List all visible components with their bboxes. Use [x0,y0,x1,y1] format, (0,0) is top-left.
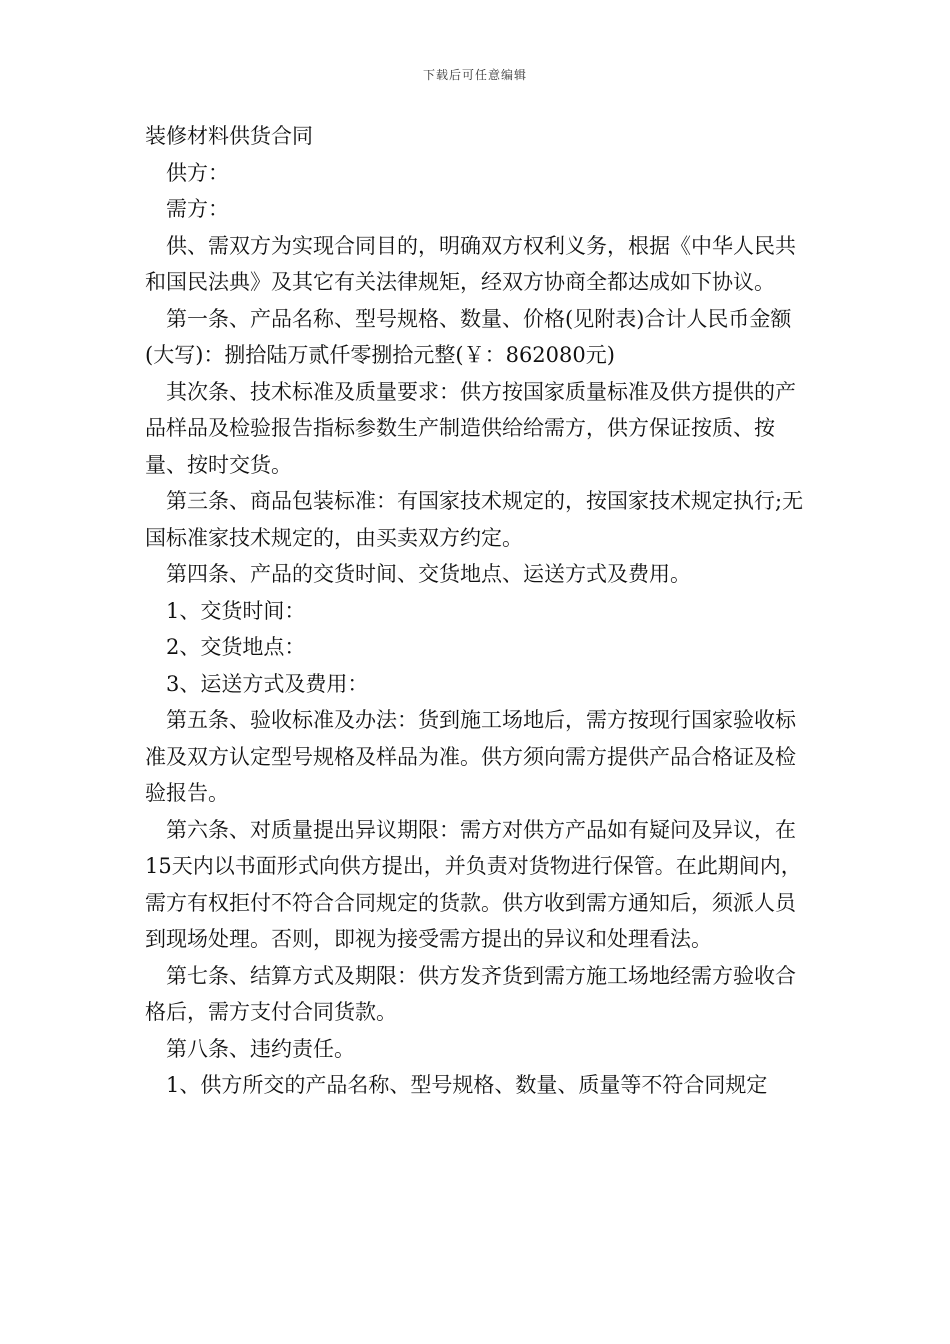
article-4-paragraph: 第四条、产品的交货时间、交货地点、运送方式及费用。 [166,562,691,586]
supplier-line: 供方： [166,160,229,185]
document-title: 装修材料供货合同 [145,124,313,148]
article-6-paragraph: 第六条、对质量提出异议期限：需方对供方产品如有疑问及异议，在15天内以书面形式向供方提出，并负责对货物进行保管。在此期间内，需方有权拒付不符合合同规定的货款。供方收到需方通知后，须派人员到现场处理。否则，即视为接受需方提出的异议和处理看法。 [145,817,802,951]
article-3-paragraph: 第三条、商品包装标准：有国家技术规定的，按国家技术规定执行;无国标准家技术规定的，由买卖双方约定。 [145,489,804,550]
article-2-paragraph: 其次条、技术标准及质量要求：供方按国家质量标准及供方提供的产品样品及检验报告指标参数生产制造供给给需方，供方保证按质、按量、按时交货。 [145,379,796,477]
article-8-item-1: 1、供方所交的产品名称、型号规格、数量、质量等不符合同规定 [166,1073,768,1097]
buyer-line: 需方： [166,197,229,221]
transport-cost-line: 3、运送方式及费用： [166,671,369,696]
article-1-paragraph: 第一条、产品名称、型号规格、数量、价格(见附表)合计人民币金额(大写)：捌拾陆万贰仟零捌拾元整(￥：862080元) [145,306,792,367]
document-body [145,118,810,1104]
article-7-paragraph: 第七条、结算方式及期限：供方发齐货到需方施工场地经需方验收合格后，需方支付合同货款。 [145,963,796,1024]
page-header: 下载后可任意编辑 [422,68,527,82]
article-8-paragraph: 第八条、违约责任。 [166,1036,355,1061]
article-5-paragraph: 第五条、验收标准及办法：货到施工场地后，需方按现行国家验收标准及双方认定型号规格及样品为准。供方须向需方提供产品合格证及检验报告。 [145,708,796,805]
delivery-place-line: 2、交货地点： [166,635,306,659]
delivery-time-line: 1、交货时间： [166,598,306,623]
preamble-paragraph: 供、需双方为实现合同目的，明确双方权利义务，根据《中华人民共和国民法典》及其它有关法律规矩，经双方协商全都达成如下协议。 [145,233,796,294]
